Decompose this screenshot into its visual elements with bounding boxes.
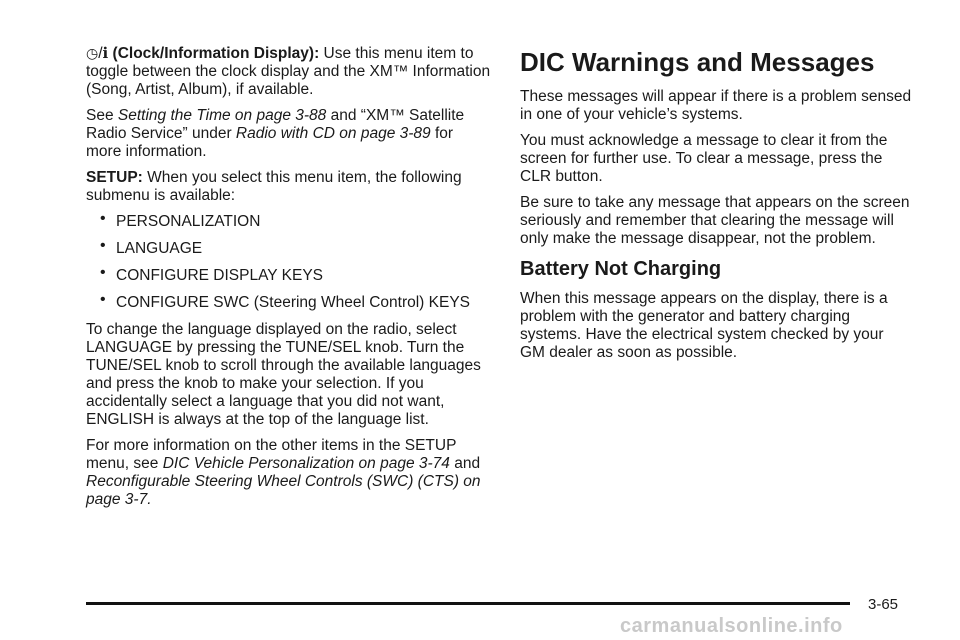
submenu-list [86,210,492,312]
icon-separator: / [98,45,103,62]
list-item-label: LANGUAGE [116,240,203,257]
battery-paragraph: When this message appears on the display, there is a problem with the generator and battery charging systems. Have the electrical system checked by your GM dealer as soon as possible. [520,290,888,361]
setup-label: SETUP: [86,169,143,186]
right-column [520,44,912,370]
bullet-icon: • [100,237,106,254]
footer-rule [86,602,850,605]
list-item [100,210,492,231]
bullet-icon: • [100,210,106,227]
page-number: 3-65 [868,596,899,613]
list-item-label: CONFIGURE DISPLAY KEYS [116,267,324,284]
list-item [100,237,492,258]
list-item [100,264,492,285]
more-info-text: For more information on the other items in the SETUP menu, see [86,437,457,472]
subsection-heading: Battery Not Charging [520,258,722,280]
clock-info-paragraph [86,44,492,99]
clock-info-text: Use this menu item to toggle between the clock display and the XM™ Information (Song, Artist, Album), if available. [86,45,491,98]
body-paragraph: These messages will appear if there is a problem sensed in one of your vehicle’s systems. [520,88,912,123]
clock-icon: ◷ [86,45,99,61]
language-paragraph: To change the language displayed on the radio, select LANGUAGE by pressing the TUNE/SEL knob. Turn the TUNE/SEL knob to scroll through the available languages and press the knob to make your selection. If you accidentally select a language that you did not want, ENGLISH is always at the top of the language list. [86,321,481,428]
bullet-icon: • [100,291,106,308]
bullet-icon: • [100,264,106,281]
see-end-text: for more information. [86,125,454,160]
setup-paragraph [86,169,492,205]
setup-text: When you select this menu item, the following submenu is available: [86,169,462,204]
setting-time-link[interactable]: Setting the Time on page 3-88 [117,107,327,124]
section-heading: DIC Warnings and Messages [520,47,875,77]
clock-info-label: (Clock/Information Display): [112,45,320,62]
dic-personalization-link[interactable]: DIC Vehicle Personalization on page 3-74 [162,455,450,472]
see-paragraph [86,107,492,161]
see-text: See [86,107,114,124]
radio-cd-link[interactable]: Radio with CD on page 3-89 [235,125,431,142]
body-paragraph: You must acknowledge a message to clear it from the screen for further use. To clear a message, press the CLR button. [520,132,888,185]
list-item [100,291,492,312]
body-paragraph: Be sure to take any message that appears on the screen seriously and remember that clearing the message will only make the message disappear, not the problem. [520,194,910,247]
more-info-and: and [454,455,481,472]
info-icon: ℹ [102,45,109,62]
list-item-label: CONFIGURE SWC (Steering Wheel Control) KEYS [116,294,471,311]
more-info-paragraph [86,437,492,509]
watermark: carmanualsonline.info [620,615,843,637]
swc-controls-link[interactable]: Reconfigurable Steering Wheel Controls (SWC) (CTS) on page 3-7. [86,473,481,508]
left-column [86,44,492,517]
see-mid-text: and “XM™ Satellite Radio Service” under [86,107,465,142]
list-item-label: PERSONALIZATION [116,213,261,230]
